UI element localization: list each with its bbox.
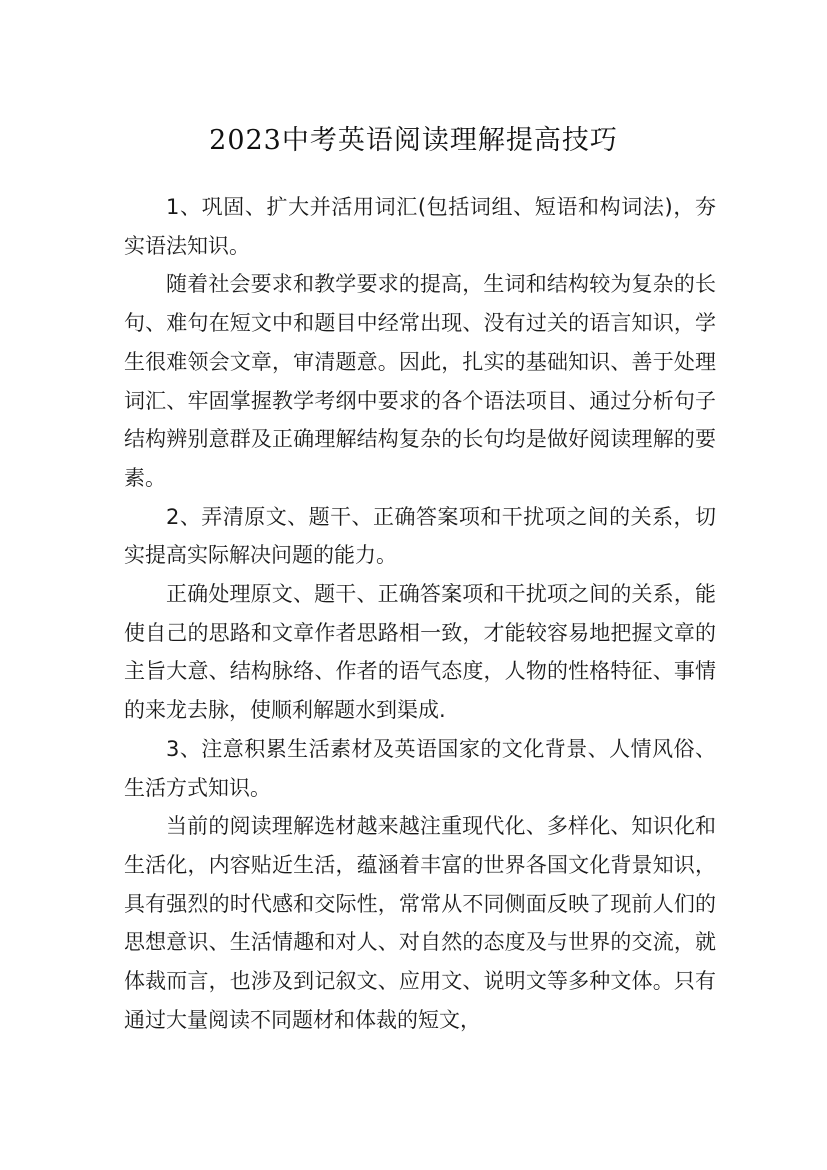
document-title: 2023中考英语阅读理解提高技巧 <box>209 125 618 157</box>
document-body <box>124 188 716 1039</box>
paragraph-6: 当前的阅读理解选材越来越注重现代化、多样化、知识化和生活化，内容贴近生活，蕴涵着丰富的世界各国文化背景知识，具有强烈的时代感和交际性，常常从不同侧面反映了现前人们的思想意识、生活情趣和对人、对自然的态度及与世界的交流，就体裁而言，也涉及到记叙文、应用文、说明文等多种文体。只有通过大量阅读不同题材和体裁的短文， <box>124 814 716 1032</box>
paragraph-3: 2、弄清原文、题干、正确答案项和干扰项之间的关系，切实提高实际解决问题的能力。 <box>124 504 716 568</box>
paragraph-2: 随着社会要求和教学要求的提高，生词和结构较为复杂的长句、难句在短文中和题目中经常出现、没有过关的语言知识，学生很难领会文章，审清题意。因此，扎实的基础知识、善于处理词汇、牢固掌握教学考纲中要求的各个语法项目、通过分析句子结构辨别意群及正确理解结构复杂的长句均是做好阅读理解的要素。 <box>124 272 716 490</box>
paragraph-4: 正确处理原文、题干、正确答案项和干扰项之间的关系，能使自己的思路和文章作者思路相一致，才能较容易地把握文章的主旨大意、结构脉络、作者的语气态度，人物的性格特征、事情的来龙去脉，使顺利解题水到渠成. <box>124 582 716 723</box>
paragraph-5: 3、注意积累生活素材及英语国家的文化背景、人情风俗、生活方式知识。 <box>124 736 716 800</box>
paragraph-1: 1、巩固、扩大并活用词汇(包括词组、短语和构词法)，夯实语法知识。 <box>124 195 716 258</box>
